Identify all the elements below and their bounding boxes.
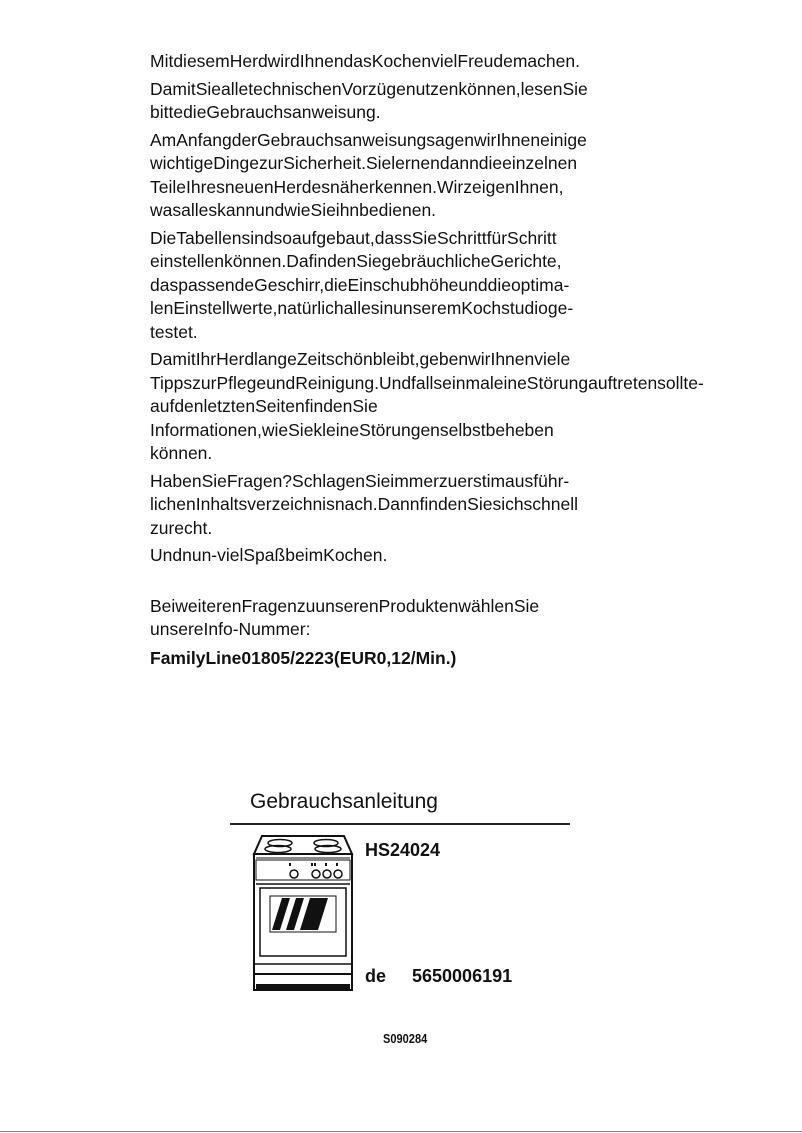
hotline-number: FamilyLine01805/2223(EUR0,12/Min.) [150, 648, 457, 668]
intro-paragraph-1: MitdiesemHerdwirdIhnendasKochenvielFreudemachen. [150, 51, 580, 71]
model-number: HS24024 [365, 840, 441, 860]
info-section [150, 595, 620, 670]
document-code: S090284 [383, 1031, 428, 1046]
intro-paragraph-7: Undnun-vielSpaßbeimKochen. [150, 545, 388, 565]
intro-paragraph-5: DamitIhrHerdlangeZeitschönbleibt,gebenwirIhnenviele TippszurPflegeundReinigung.UndfallseinmaleineStörungauftretensollte-aufdenletztenSeitenfindenSie Informationen,wieSiekleineStörungenselbstbeheben können. [150, 349, 704, 463]
electric-stove-icon [250, 834, 356, 997]
intro-paragraph-3: AmAnfangderGebrauchsanweisungsagenwirIhneneinige wichtigeDingezurSicherheit.Sielernendanndieeinzelnen TeileIhresneuenHerdesnäherkennen.WirzeigenIhnen, wasalleskannundwieSieihnbedienen. [150, 129, 587, 220]
intro-text [150, 50, 704, 572]
language-code: de [365, 966, 387, 986]
page-edge-line [0, 1131, 802, 1132]
intro-paragraph-4: DieTabellensindsoaufgebaut,dassSieSchrittfürSchritt einstellenkönnen.DafindenSiegebräuchlicheGerichte, daspassendeGeschirr,dieEinschubhöheunddieoptima- lenEinstellwerte,natürlichallesinunseremKochstudioge- testet. [150, 227, 574, 342]
intro-paragraph-2: DamitSiealletechnischenVorzügenutzenkönnen,lesenSie bittedieGebrauchsanweisung. [150, 78, 588, 122]
intro-paragraph-6: HabenSieFragen?SchlagenSieimmerzuerstimausführ- lichenInhaltsverzeichnisnach.DannfindenSiesichschnell zurecht. [150, 470, 579, 538]
info-text: BeiweiterenFragenzuunserenProduktenwählenSie unsereInfo-Nummer: [150, 596, 540, 639]
cover-title: Gebrauchsanleitung [250, 790, 438, 813]
part-number: 5650006191 [412, 966, 513, 986]
cover-divider [230, 823, 570, 825]
